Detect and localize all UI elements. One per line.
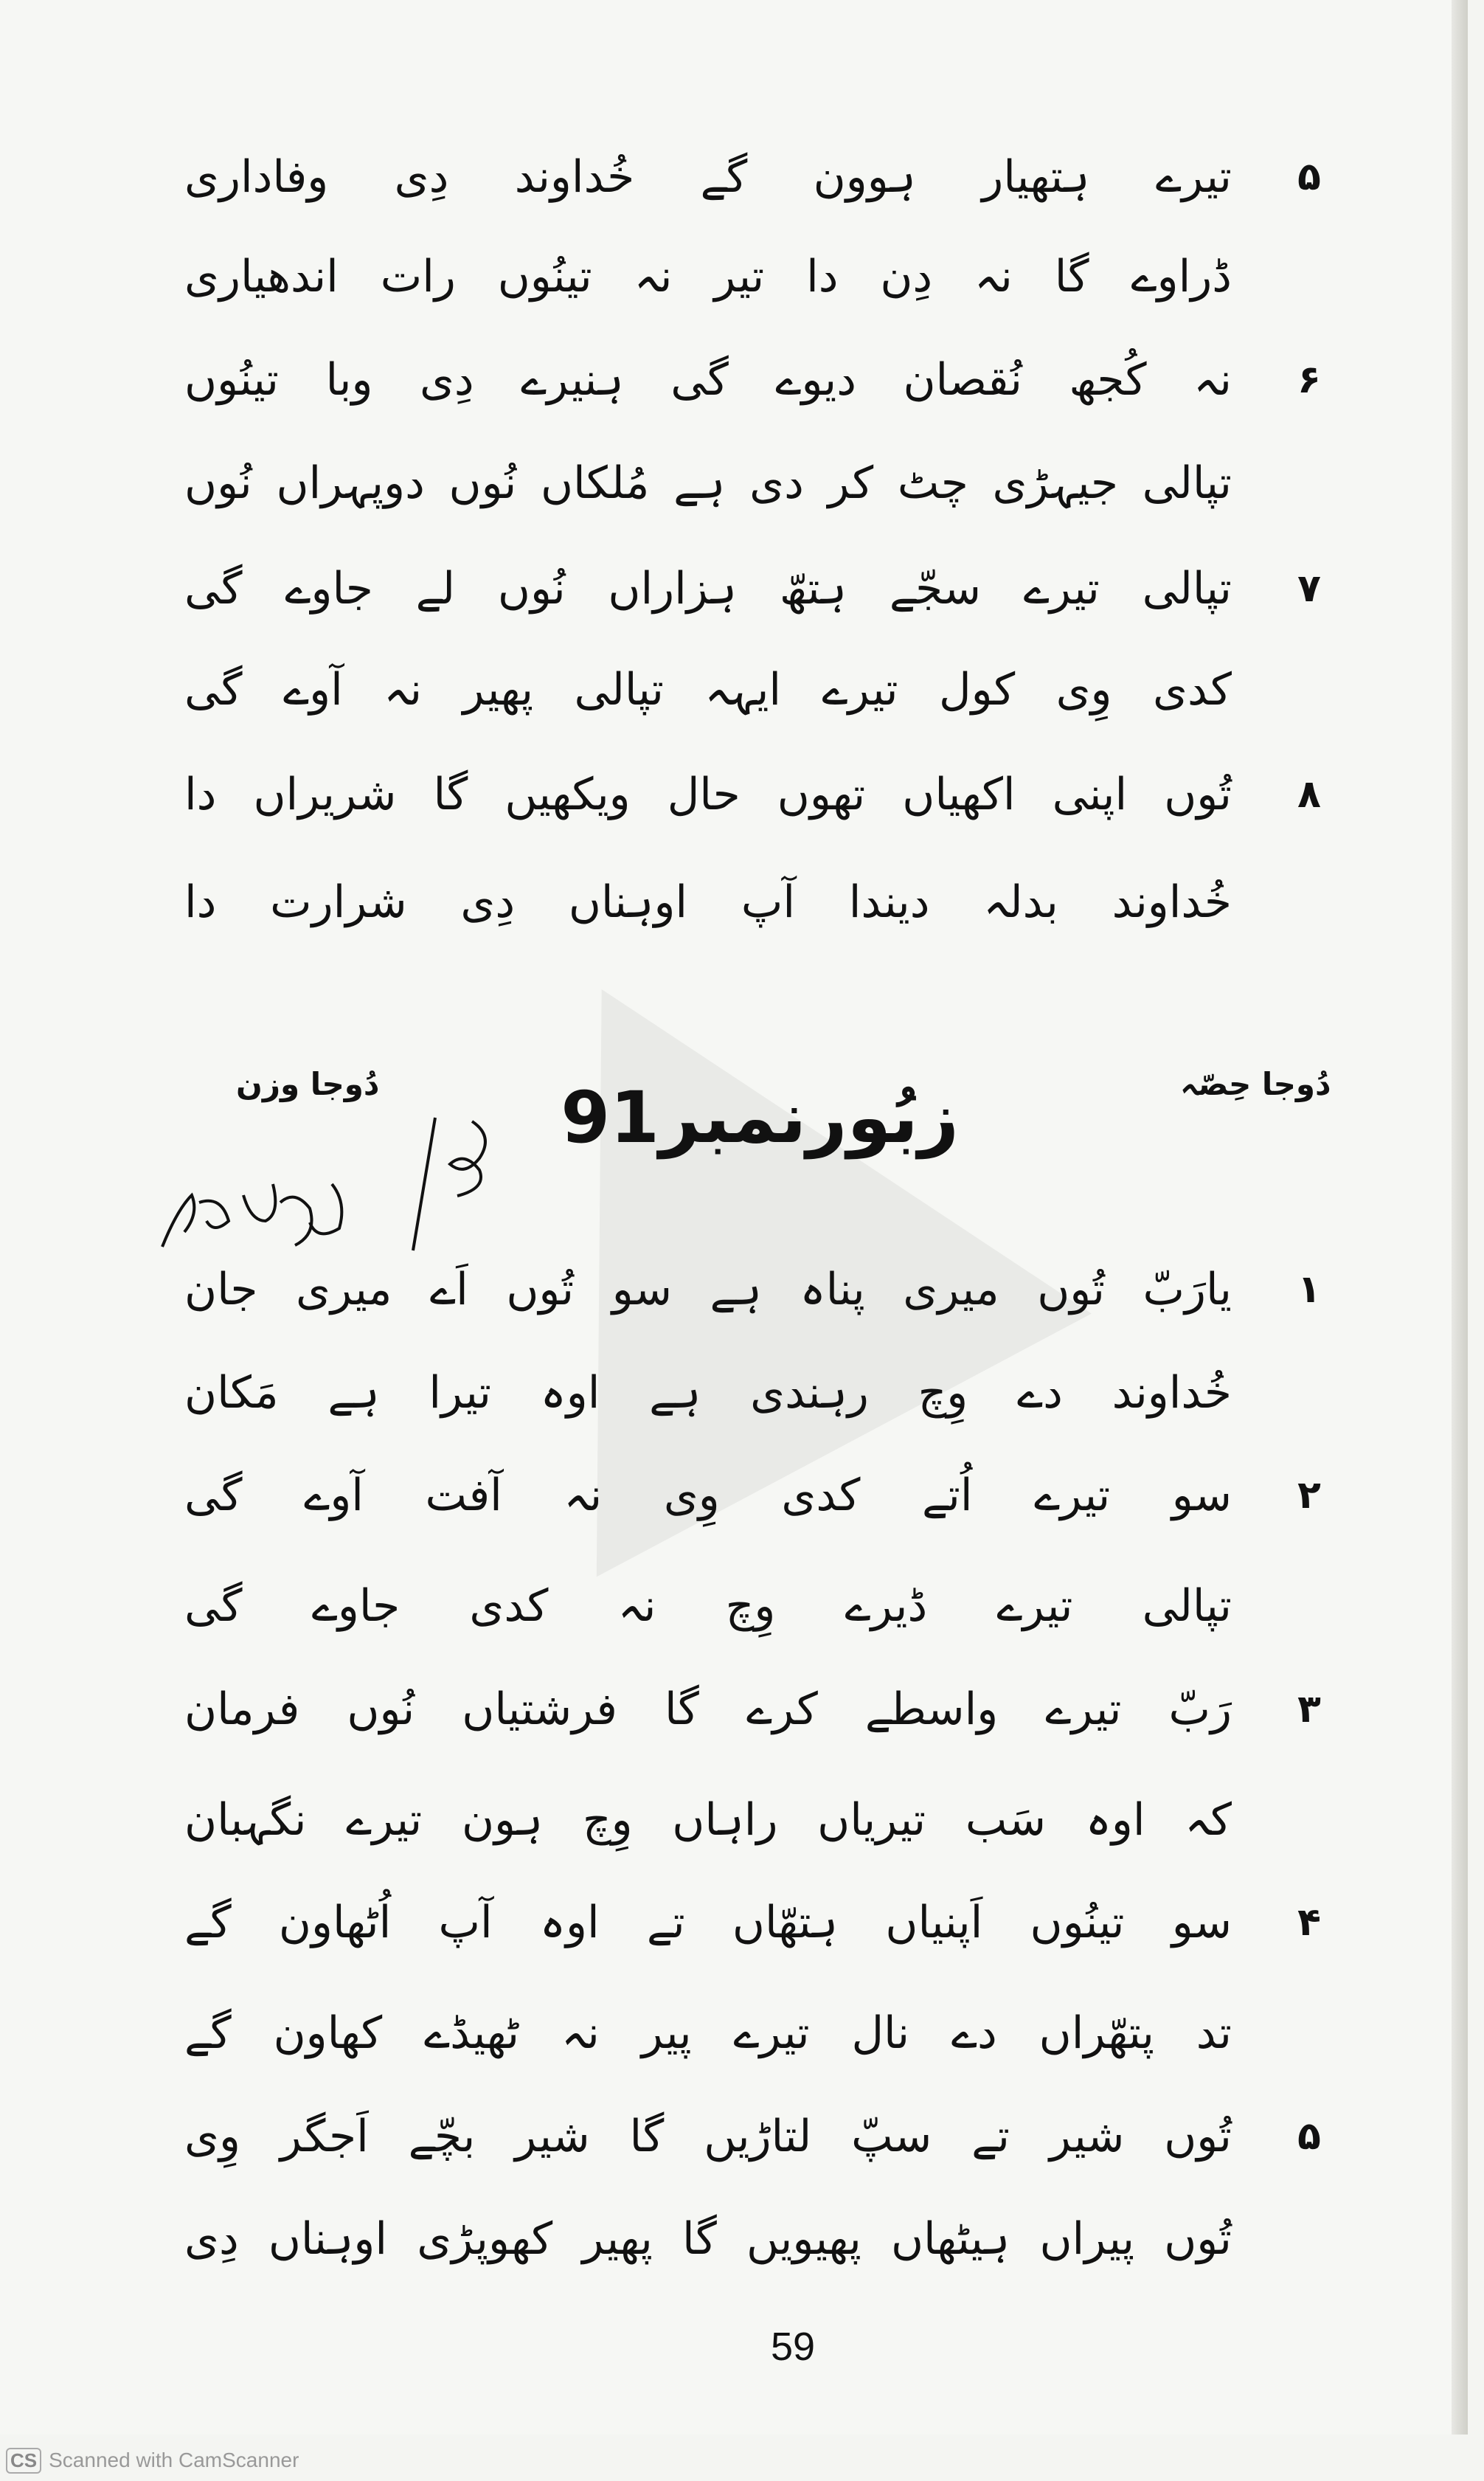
scanner-footer-text: Scanned with CamScanner xyxy=(49,2449,299,2471)
handwritten-signature xyxy=(148,1114,502,1254)
section-label: دُوجا حِصّہ xyxy=(1180,1066,1331,1102)
verse-line: سو تینُوں اَپنیاں ہتھّاں تے اوہ آپ اُٹھاون گے xyxy=(184,1897,1232,1948)
verse-line: ڈراوے گا نہ دِن دا تیر نہ تینُوں رات اندھیاری xyxy=(184,251,1232,302)
verse-line: سو تیرے اُتے کدی وِی نہ آفت آوے گی xyxy=(184,1470,1232,1521)
verse-number: ۲ xyxy=(1297,1473,1321,1518)
verse-line: کدی وِی کول تیرے ایہہ تپالی پھیر نہ آوے گی xyxy=(184,664,1232,716)
verse-line: رَبّ تیرے واسطے کرے گا فرشتیاں نُوں فرمان xyxy=(184,1684,1232,1735)
verse-line: نہ کُجھ نُقصان دیوے گی ہنیرے دِی وبا تینُوں xyxy=(184,354,1232,406)
verse-number: ۶ xyxy=(1297,358,1321,402)
verse-line: تد پتھّراں دے نال تیرے پیر نہ ٹھیڈے کھاون گے xyxy=(184,2007,1232,2059)
verse-line: خُداوند بدلہ دیندا آپ اوہناں دِی شرارت دا xyxy=(184,876,1232,928)
verse-number: ۱ xyxy=(1297,1267,1321,1312)
camscanner-logo-icon: CS xyxy=(6,2448,41,2474)
verse-line: تپالی تیرے سجّے ہتھّ ہزاراں نُوں لے جاوے گی xyxy=(184,563,1232,615)
verse-line: کہ اوہ سَب تیریاں راہاں وِچ ہون تیرے نگہبان xyxy=(184,1794,1232,1846)
page-number: 59 xyxy=(770,2325,816,2369)
scanner-footer xyxy=(6,2442,299,2479)
verse-line: تُوں اپنی اکھیاں تھوں حال ویکھیں گا شریراں دا xyxy=(184,769,1232,820)
verse-line: تپالی تیرے ڈیرے وِچ نہ کدی جاوے گی xyxy=(184,1580,1232,1632)
verse-number: ۵ xyxy=(1297,155,1321,199)
verse-number: ۷ xyxy=(1297,567,1321,611)
verse-line: تیرے ہتھیار ہوون گے خُداوند دِی وفاداری xyxy=(184,151,1232,203)
verse-line: یارَبّ تُوں میری پناہ ہے سو تُوں اَے میری جان xyxy=(184,1264,1232,1315)
page-edge xyxy=(1452,0,1468,2435)
verse-line: خُداوند دے وِچ رہندی ہے اوہ تیرا ہے مَکان xyxy=(184,1367,1232,1419)
meter-label: دُوجا وزن xyxy=(236,1066,380,1102)
verse-line: تُوں پیراں ہیٹھاں پھیویں گا پھیر کھوپڑی اوہناں دِی xyxy=(184,2213,1232,2265)
verse-number: ۳ xyxy=(1297,1687,1321,1731)
verse-number: ۸ xyxy=(1297,772,1321,817)
verse-line: تُوں شیر تے سپّ لتاڑیں گا شیر بچّے اَجگر وِی xyxy=(184,2111,1232,2162)
verse-line: تپالی جیہڑی چٹ کر دی ہے مُلکاں نُوں دوپہراں نُوں xyxy=(184,457,1232,509)
verse-number: ۵ xyxy=(1297,2114,1321,2159)
verse-number: ۴ xyxy=(1297,1900,1321,1945)
psalm-heading: زبُورنمبر91 xyxy=(561,1076,959,1159)
